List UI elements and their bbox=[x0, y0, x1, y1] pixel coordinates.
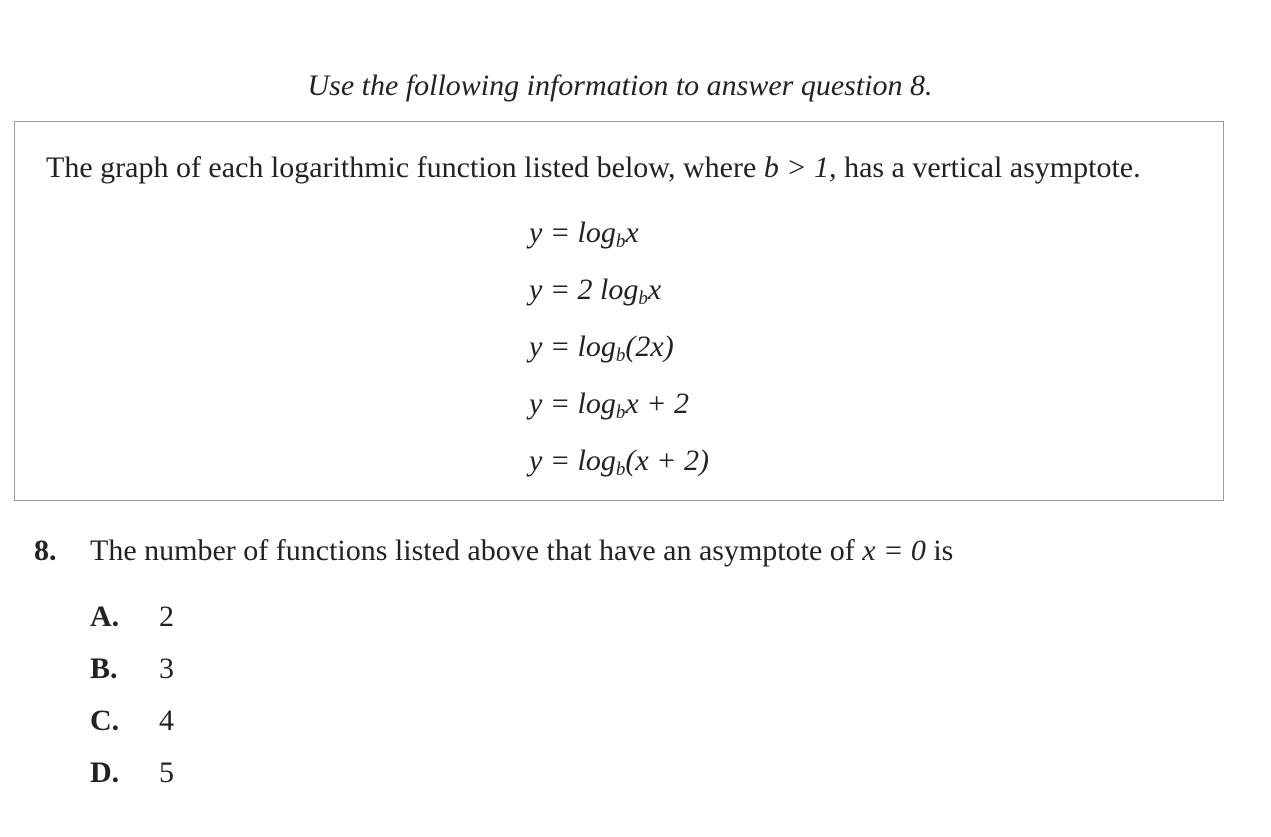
choice-value: 4 bbox=[159, 704, 174, 737]
function-base: b bbox=[638, 288, 648, 309]
function-arg: (2x) bbox=[625, 330, 674, 363]
function-4 bbox=[529, 386, 709, 443]
function-arg: x bbox=[625, 216, 639, 249]
function-base: b bbox=[615, 459, 626, 480]
function-lhs: y = log bbox=[529, 330, 616, 363]
choice-value: 5 bbox=[159, 756, 174, 789]
answer-choices bbox=[90, 599, 174, 807]
choice-letter: D. bbox=[90, 756, 120, 789]
function-list bbox=[529, 215, 709, 500]
choice-value: 2 bbox=[159, 600, 174, 633]
choice-a[interactable] bbox=[90, 599, 174, 651]
information-box bbox=[14, 121, 1224, 501]
question-number: 8. bbox=[34, 534, 57, 567]
question-text-before: The number of functions listed above that have an asymptote of bbox=[90, 534, 863, 567]
base-condition: b > 1, bbox=[763, 151, 837, 184]
statement-before: The graph of each logarithmic function listed below, where bbox=[46, 151, 764, 184]
function-base: b bbox=[615, 402, 626, 423]
box-statement bbox=[46, 150, 1141, 186]
choice-d[interactable] bbox=[90, 755, 174, 807]
choice-letter: C. bbox=[90, 704, 120, 737]
choice-c[interactable] bbox=[90, 703, 174, 755]
question-8 bbox=[34, 533, 953, 569]
choice-letter: A. bbox=[90, 600, 120, 633]
function-1 bbox=[529, 215, 709, 272]
function-arg: x + 2 bbox=[625, 387, 689, 420]
question-math: x = 0 bbox=[862, 534, 926, 567]
choice-letter: B. bbox=[90, 652, 118, 685]
function-arg: x bbox=[647, 273, 662, 306]
function-base: b bbox=[615, 231, 626, 252]
function-base: b bbox=[615, 345, 626, 366]
choice-b[interactable] bbox=[90, 651, 174, 703]
function-lhs: y = 2 log bbox=[529, 273, 639, 306]
function-arg: (x + 2) bbox=[625, 444, 709, 477]
function-lhs: y = log bbox=[529, 387, 616, 420]
function-3 bbox=[529, 329, 709, 386]
statement-after: has a vertical asymptote. bbox=[844, 151, 1141, 184]
intro-instruction: Use the following information to answer question 8. bbox=[307, 69, 933, 102]
function-2 bbox=[529, 272, 709, 329]
choice-value: 3 bbox=[159, 652, 174, 685]
function-5 bbox=[529, 443, 709, 500]
function-lhs: y = log bbox=[529, 216, 616, 249]
question-text-after: is bbox=[933, 534, 954, 567]
function-lhs: y = log bbox=[529, 444, 616, 477]
